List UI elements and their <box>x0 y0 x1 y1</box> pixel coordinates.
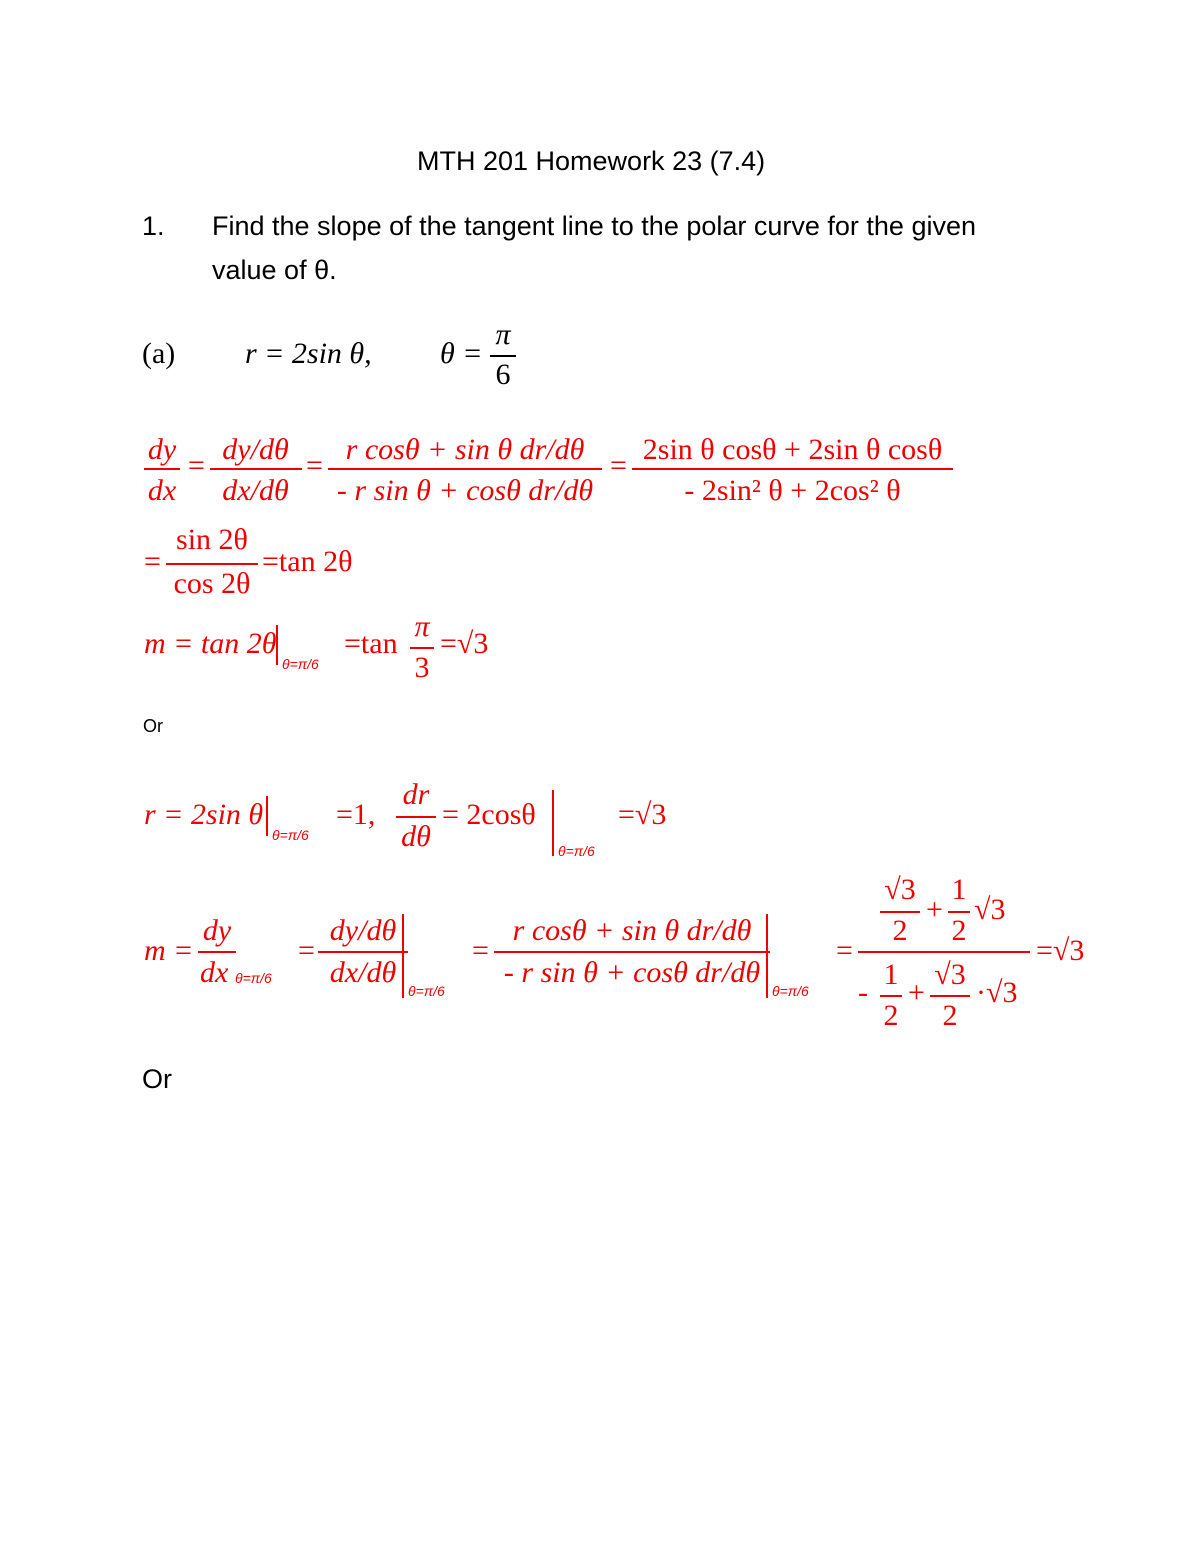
step5-den2: dx/dθ <box>329 956 397 989</box>
problem-text-line1: Find the slope of the tangent line to the polar curve for the given <box>212 211 976 241</box>
step4-mid: = 2cosθ <box>442 798 536 831</box>
problem-number: 1. <box>142 211 165 241</box>
step5-rhs: =√3 <box>1036 934 1085 967</box>
step5-num3: r cosθ + sin θ dr/dθ <box>512 914 752 947</box>
bignum-b-den: 2 <box>951 914 967 947</box>
plus-sign: + <box>926 893 943 926</box>
step5-sub3: θ=π/6 <box>772 983 809 999</box>
evaluation-bar <box>276 625 278 665</box>
step4-dtheta: dθ <box>401 820 431 853</box>
fraction-bar <box>410 647 434 649</box>
step4-sub2: θ=π/6 <box>558 843 595 859</box>
evaluation-bar <box>266 796 268 836</box>
step1-num2: dy/dθ <box>222 433 289 466</box>
bignum-root: √3 <box>974 893 1006 926</box>
or-label-1: Or <box>143 716 163 736</box>
bigden-a-num: 1 <box>883 958 899 991</box>
evaluation-bar <box>402 914 404 998</box>
part-a-theta-num: π <box>495 318 511 351</box>
fraction-bar <box>198 951 236 953</box>
step3-lhs: m = tan 2θ <box>144 627 277 660</box>
equals-sign: = <box>298 934 315 967</box>
equals-sign: = <box>188 449 205 482</box>
fraction-bar <box>880 911 920 913</box>
equals-sign: = <box>836 934 853 967</box>
step3-den: 3 <box>414 651 430 684</box>
bigden-b-num: √3 <box>934 958 966 991</box>
step4-val: =1, <box>336 798 376 831</box>
step5-dx: dx <box>200 956 229 989</box>
step1-den3: - r sin θ + cosθ dr/dθ <box>336 474 594 507</box>
step4-dr: dr <box>402 778 430 811</box>
step3-num: π <box>414 610 430 643</box>
bigden-b-den: 2 <box>942 999 958 1032</box>
step3-rhs: =√3 <box>440 627 489 660</box>
evaluation-bar <box>766 914 768 998</box>
evaluation-bar <box>552 790 554 856</box>
bignum-b-num: 1 <box>951 873 967 906</box>
step1-num3: r cosθ + sin θ dr/dθ <box>345 433 585 466</box>
step1-den2: dx/dθ <box>222 474 289 507</box>
fraction-bar <box>318 951 408 953</box>
equals-sign: = <box>472 934 489 967</box>
step5-num2: dy/dθ <box>329 914 397 947</box>
page-title: MTH 201 Homework 23 (7.4) <box>417 146 766 176</box>
fraction-bar <box>144 468 180 470</box>
bigden-root: ·√3 <box>976 976 1018 1009</box>
problem-text-line2: value of θ. <box>212 255 337 285</box>
step1-dx: dx <box>147 474 177 507</box>
step2-num: sin 2θ <box>176 523 248 556</box>
step3-mid: =tan <box>344 627 398 660</box>
fraction-bar <box>930 995 970 997</box>
step5-dy: dy <box>202 914 232 947</box>
fraction-bar <box>948 911 970 913</box>
plus-sign: + <box>908 976 925 1009</box>
fraction-bar <box>632 468 953 470</box>
step1-den4: - 2sin² θ + 2cos² θ <box>684 474 901 507</box>
part-a-curve: r = 2sin θ, <box>245 337 372 370</box>
fraction-bar <box>396 816 436 818</box>
step4-lhs: r = 2sin θ <box>144 798 264 831</box>
step2-den: cos 2θ <box>173 567 251 600</box>
step4-rhs: =√3 <box>618 798 667 831</box>
fraction-bar <box>490 355 516 357</box>
fraction-bar <box>494 951 770 953</box>
part-a-theta-den: 6 <box>495 358 511 391</box>
equals-sign: = <box>144 545 161 578</box>
equals-sign: = <box>610 449 627 482</box>
step5-sub2: θ=π/6 <box>408 983 445 999</box>
equals-sign: = <box>306 449 323 482</box>
bignum-a-num: √3 <box>884 873 916 906</box>
step1-num4: 2sin θ cosθ + 2sin θ cosθ <box>642 433 943 466</box>
main-fraction-bar <box>858 951 1030 953</box>
step4-sub: θ=π/6 <box>272 827 309 843</box>
bignum-a-den: 2 <box>892 914 908 947</box>
part-a-theta-lhs: θ = <box>440 337 483 370</box>
or-label-2: Or <box>142 1064 172 1094</box>
bigden-a-den: 2 <box>883 999 899 1032</box>
fraction-bar <box>880 995 902 997</box>
step3-sub: θ=π/6 <box>282 656 319 672</box>
step5-lhs: m = <box>144 934 194 967</box>
step5-den3: - r sin θ + cosθ dr/dθ <box>503 956 761 989</box>
step2-rhs: =tan 2θ <box>262 545 353 578</box>
fraction-bar <box>166 563 258 565</box>
fraction-bar <box>210 468 302 470</box>
fraction-bar <box>328 468 602 470</box>
part-a-label: (a) <box>142 337 176 370</box>
step5-sub: θ=π/6 <box>235 970 272 986</box>
step1-dy: dy <box>147 433 177 466</box>
minus-sign: - <box>858 976 868 1009</box>
